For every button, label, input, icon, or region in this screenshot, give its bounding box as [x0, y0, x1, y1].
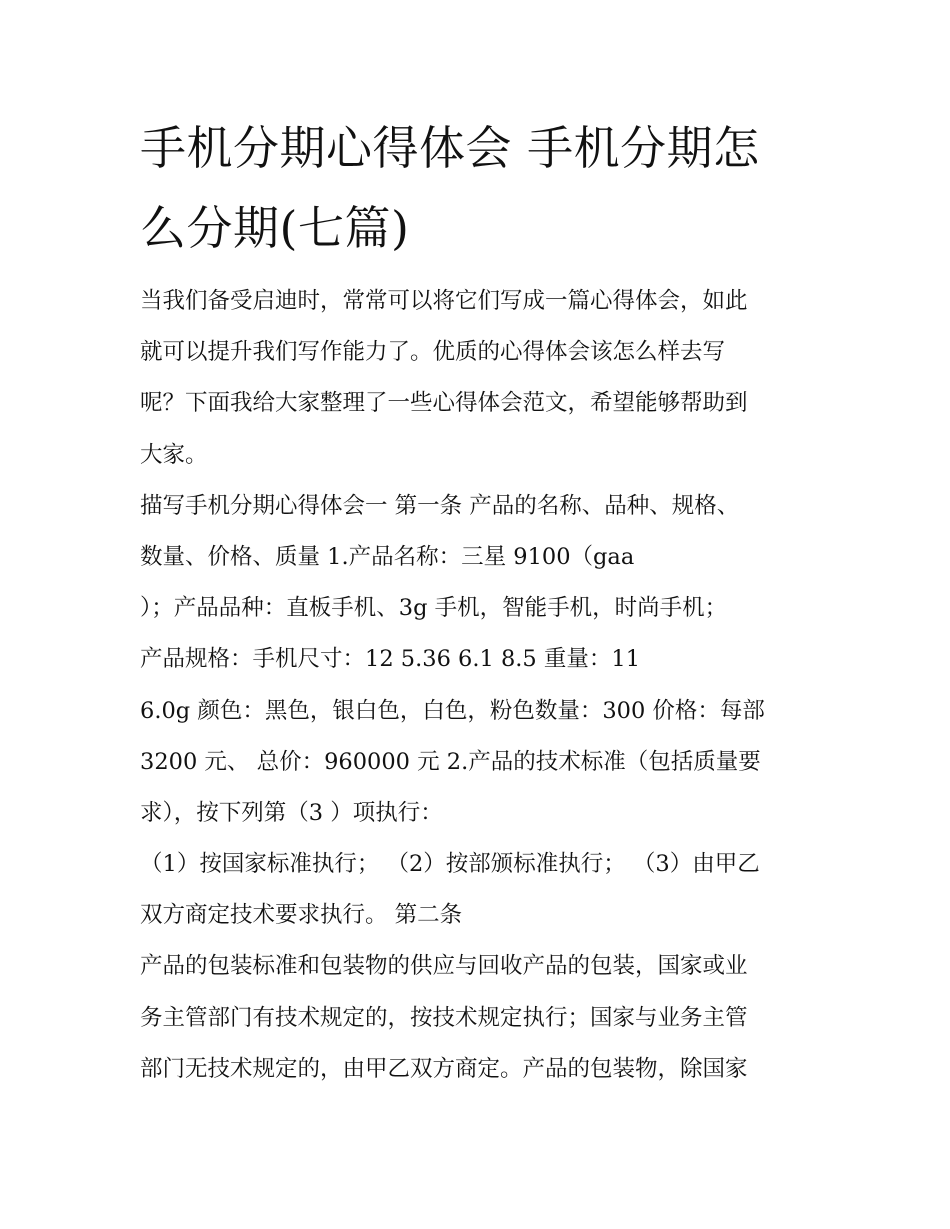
text-line: ）；产品品种：直板手机、3g 手机，智能手机，时尚手机； — [140, 595, 728, 622]
text-line: 产品规格：手机尺寸：12 5.36 6.1 8.5 重量：11 — [140, 646, 641, 673]
document-title — [140, 108, 840, 268]
text-line: 双方商定技术要求执行。 第二条 — [140, 902, 463, 929]
text-line: 当我们备受启迪时，常常可以将它们写成一篇心得体会，如此 — [140, 288, 748, 314]
text-line: 就可以提升我们写作能力了。优质的心得体会该怎么样去写 — [140, 339, 726, 366]
title-line: 手机分期心得体会 手机分期怎 — [140, 121, 760, 175]
text-line: 3200 元、 总价：960000 元 2.产品的技术标准（包括质量要 — [140, 748, 761, 775]
text-line: （1）按国家标准执行； （2）按部颁标准执行； （3）由甲乙 — [140, 851, 760, 878]
text-line: 6.0g 颜色：黑色，银白色，白色，粉色数量：300 价格：每部 — [140, 697, 765, 724]
text-line: 数量、价格、质量 1.产品名称：三星 9100（gaa — [140, 543, 635, 570]
text-line: 务主管部门有技术规定的，按技术规定执行；国家与业务主管 — [140, 1004, 748, 1031]
text-line: 呢？下面我给大家整理了一些心得体会范文，希望能够帮助到 — [140, 390, 748, 417]
text-line: 大家。 — [140, 441, 208, 468]
text-line: 产品的包装标准和包装物的供应与回收产品的包装，国家或业 — [140, 953, 748, 980]
text-line: 求），按下列第（3 ）项执行： — [140, 799, 443, 826]
text-line: 部门无技术规定的，由甲乙双方商定。产品的包装物，除国家 — [140, 1055, 748, 1082]
text-line: 描写手机分期心得体会一 第一条 产品的名称、品种、规格、 — [140, 492, 740, 519]
title-line: 么分期(七篇) — [140, 201, 410, 255]
document-body — [140, 276, 840, 1095]
